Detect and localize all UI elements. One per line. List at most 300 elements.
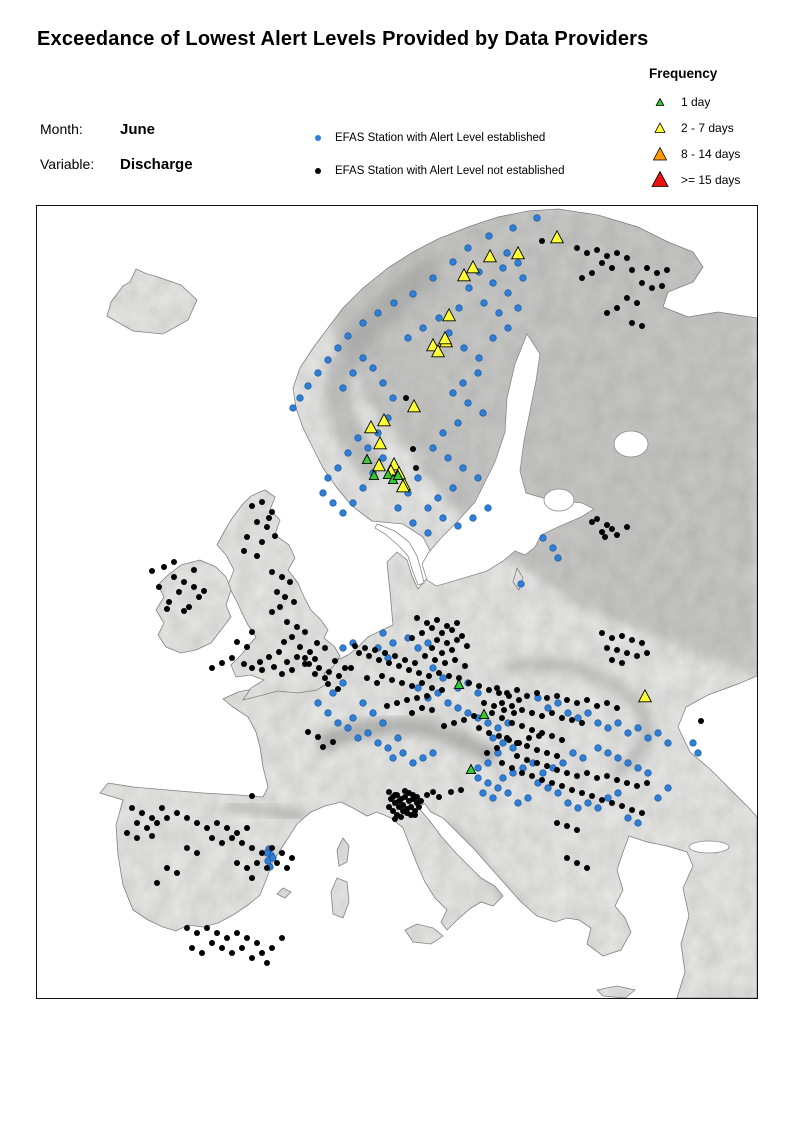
station-alert-established xyxy=(495,785,502,792)
station-alert-established xyxy=(550,545,557,552)
station-alert-established xyxy=(450,259,457,266)
station-alert-not-established xyxy=(439,630,445,636)
station-alert-not-established xyxy=(209,835,215,841)
station-alert-not-established xyxy=(564,770,570,776)
month-row xyxy=(40,121,155,138)
station-alert-established xyxy=(350,500,357,507)
station-alert-established xyxy=(415,475,422,482)
month-label: Month: xyxy=(40,121,83,137)
station-alert-not-established xyxy=(519,770,525,776)
station-alert-established xyxy=(485,505,492,512)
station-alert-not-established xyxy=(284,659,290,665)
station-alert-not-established xyxy=(451,720,457,726)
station-alert-not-established xyxy=(289,634,295,640)
station-alert-not-established xyxy=(191,567,197,573)
station-alert-established xyxy=(615,720,622,727)
blue-dot-icon xyxy=(313,133,323,143)
triangle-1day-icon xyxy=(649,94,671,110)
station-alert-established xyxy=(465,245,472,252)
station-alert-established xyxy=(575,805,582,812)
station-alert-not-established xyxy=(384,703,390,709)
station-alert-established xyxy=(461,345,468,352)
station-alert-established xyxy=(330,690,337,697)
station-alert-not-established xyxy=(176,589,182,595)
station-alert-not-established xyxy=(436,670,442,676)
station-alert-not-established xyxy=(382,650,388,656)
station-alert-not-established xyxy=(279,850,285,856)
station-alert-established xyxy=(545,785,552,792)
station-alert-not-established xyxy=(287,579,293,585)
station-alert-not-established xyxy=(386,789,392,795)
triangle-2-7days-icon xyxy=(649,120,671,136)
station-alert-not-established xyxy=(644,650,650,656)
station-alert-not-established xyxy=(389,677,395,683)
station-alert-established xyxy=(455,705,462,712)
station-alert-not-established xyxy=(439,650,445,656)
station-alert-not-established xyxy=(441,723,447,729)
station-alert-not-established xyxy=(264,524,270,530)
station-alert-not-established xyxy=(579,275,585,281)
station-alert-not-established xyxy=(539,777,545,783)
station-alert-not-established xyxy=(229,835,235,841)
station-alert-not-established xyxy=(624,650,630,656)
station-alert-established xyxy=(345,333,352,340)
station-alert-not-established xyxy=(634,783,640,789)
station-alert-not-established xyxy=(484,750,490,756)
station-alert-not-established xyxy=(392,792,398,798)
station-alert-not-established xyxy=(244,825,250,831)
station-alert-not-established xyxy=(549,710,555,716)
station-alert-established xyxy=(325,357,332,364)
station-alert-established xyxy=(390,395,397,402)
station-alert-not-established xyxy=(452,657,458,663)
station-alert-not-established xyxy=(629,267,635,273)
frequency-legend xyxy=(649,66,740,193)
station-alert-established xyxy=(480,790,487,797)
station-alert-not-established xyxy=(504,690,510,696)
legend-station-not-established-label: EFAS Station with Alert Level not established xyxy=(335,165,565,177)
station-alert-established xyxy=(380,455,387,462)
station-alert-not-established xyxy=(619,803,625,809)
station-alert-not-established xyxy=(322,675,328,681)
station-alert-established xyxy=(345,450,352,457)
station-alert-not-established xyxy=(244,644,250,650)
station-alert-not-established xyxy=(254,553,260,559)
station-alert-not-established xyxy=(244,534,250,540)
station-alert-established xyxy=(340,510,347,517)
legend-station-established xyxy=(313,132,545,144)
station-alert-established xyxy=(350,370,357,377)
station-alert-not-established xyxy=(579,790,585,796)
station-alert-established xyxy=(395,505,402,512)
station-alert-established xyxy=(430,445,437,452)
station-alert-not-established xyxy=(449,647,455,653)
station-alert-established xyxy=(420,325,427,332)
triangle-8-14days-icon xyxy=(649,146,671,163)
station-alert-established xyxy=(340,385,347,392)
station-alert-not-established xyxy=(564,697,570,703)
station-alert-not-established xyxy=(315,734,321,740)
station-alert-not-established xyxy=(446,673,452,679)
station-alert-established xyxy=(390,640,397,647)
station-alert-not-established xyxy=(529,710,535,716)
station-alert-established xyxy=(695,750,702,757)
station-alert-established xyxy=(270,855,277,862)
station-alert-not-established xyxy=(494,745,500,751)
station-alert-not-established xyxy=(161,564,167,570)
station-alert-not-established xyxy=(234,930,240,936)
station-alert-not-established xyxy=(277,604,283,610)
station-alert-not-established xyxy=(639,810,645,816)
station-alert-not-established xyxy=(386,660,392,666)
station-alert-not-established xyxy=(644,265,650,271)
station-alert-established xyxy=(635,765,642,772)
station-alert-not-established xyxy=(634,300,640,306)
station-alert-not-established xyxy=(199,950,205,956)
station-alert-not-established xyxy=(429,645,435,651)
station-alert-established xyxy=(565,710,572,717)
station-alert-not-established xyxy=(419,680,425,686)
station-alert-established xyxy=(490,280,497,287)
variable-label: Variable: xyxy=(40,156,95,172)
station-alert-not-established xyxy=(476,725,482,731)
station-alert-not-established xyxy=(214,930,220,936)
station-alert-established xyxy=(500,775,507,782)
station-alert-not-established xyxy=(609,265,615,271)
station-alert-not-established xyxy=(554,753,560,759)
station-alert-not-established xyxy=(424,792,430,798)
station-alert-established xyxy=(436,315,443,322)
station-alert-established xyxy=(445,700,452,707)
station-alert-not-established xyxy=(396,798,402,804)
station-alert-established xyxy=(415,645,422,652)
frequency-item-1day xyxy=(649,89,740,115)
station-alert-not-established xyxy=(639,640,645,646)
station-alert-established xyxy=(380,630,387,637)
station-alert-not-established xyxy=(156,584,162,590)
station-alert-not-established xyxy=(609,635,615,641)
station-alert-not-established xyxy=(396,663,402,669)
station-alert-established xyxy=(645,735,652,742)
station-alert-not-established xyxy=(559,715,565,721)
station-alert-not-established xyxy=(496,733,502,739)
station-alert-not-established xyxy=(534,760,540,766)
station-alert-not-established xyxy=(219,945,225,951)
station-alert-not-established xyxy=(386,804,392,810)
station-alert-established xyxy=(555,700,562,707)
station-alert-not-established xyxy=(394,700,400,706)
station-alert-not-established xyxy=(489,710,495,716)
station-alert-not-established xyxy=(181,608,187,614)
station-alert-not-established xyxy=(259,667,265,673)
station-alert-not-established xyxy=(294,654,300,660)
station-alert-established xyxy=(420,755,427,762)
station-alert-established xyxy=(470,515,477,522)
station-alert-established xyxy=(466,285,473,292)
station-alert-not-established xyxy=(254,860,260,866)
station-alert-not-established xyxy=(604,773,610,779)
station-alert-established xyxy=(365,730,372,737)
station-alert-not-established xyxy=(524,757,530,763)
station-alert-not-established xyxy=(196,594,202,600)
station-alert-not-established xyxy=(266,654,272,660)
station-alert-not-established xyxy=(614,777,620,783)
station-alert-not-established xyxy=(209,940,215,946)
station-alert-not-established xyxy=(509,765,515,771)
station-alert-not-established xyxy=(584,250,590,256)
station-alert-established xyxy=(560,760,567,767)
europe-map xyxy=(37,206,757,998)
station-alert-established xyxy=(465,710,472,717)
station-alert-established xyxy=(486,233,493,240)
station-alert-not-established xyxy=(399,680,405,686)
station-alert-not-established xyxy=(430,789,436,795)
station-alert-not-established xyxy=(449,627,455,633)
station-alert-not-established xyxy=(629,807,635,813)
station-alert-established xyxy=(520,275,527,282)
station-alert-established xyxy=(580,755,587,762)
station-alert-established xyxy=(425,640,432,647)
variable-value: Discharge xyxy=(120,156,193,173)
station-alert-established xyxy=(355,435,362,442)
station-alert-not-established xyxy=(429,625,435,631)
station-alert-not-established xyxy=(264,865,270,871)
station-alert-not-established xyxy=(419,630,425,636)
station-alert-not-established xyxy=(519,707,525,713)
station-alert-established xyxy=(370,365,377,372)
station-alert-not-established xyxy=(624,295,630,301)
station-alert-not-established xyxy=(234,830,240,836)
station-alert-not-established xyxy=(589,793,595,799)
station-alert-not-established xyxy=(284,619,290,625)
station-alert-established xyxy=(425,530,432,537)
station-alert-not-established xyxy=(269,945,275,951)
frequency-item-2-7days-label: 2 - 7 days xyxy=(681,121,734,135)
station-alert-not-established xyxy=(412,812,418,818)
station-alert-not-established xyxy=(274,589,280,595)
station-alert-not-established xyxy=(416,670,422,676)
station-alert-established xyxy=(450,390,457,397)
station-alert-not-established xyxy=(491,703,497,709)
station-alert-not-established xyxy=(534,747,540,753)
station-alert-established xyxy=(496,310,503,317)
station-alert-not-established xyxy=(164,815,170,821)
station-alert-not-established xyxy=(312,671,318,677)
station-alert-not-established xyxy=(514,753,520,759)
station-alert-not-established xyxy=(554,820,560,826)
station-alert-not-established xyxy=(434,617,440,623)
station-alert-not-established xyxy=(274,860,280,866)
station-alert-not-established xyxy=(584,770,590,776)
station-alert-not-established xyxy=(664,267,670,273)
station-alert-not-established xyxy=(501,707,507,713)
station-alert-not-established xyxy=(129,805,135,811)
station-alert-established xyxy=(385,745,392,752)
station-alert-not-established xyxy=(214,820,220,826)
station-alert-established xyxy=(455,420,462,427)
station-alert-not-established xyxy=(471,713,477,719)
station-alert-established xyxy=(635,725,642,732)
station-alert-not-established xyxy=(194,820,200,826)
station-alert-not-established xyxy=(364,675,370,681)
station-alert-established xyxy=(570,750,577,757)
station-alert-not-established xyxy=(362,645,368,651)
station-alert-not-established xyxy=(336,673,342,679)
station-alert-established xyxy=(340,680,347,687)
legend-station-not-established xyxy=(313,165,565,177)
station-alert-not-established xyxy=(629,637,635,643)
station-alert-not-established xyxy=(609,657,615,663)
station-alert-not-established xyxy=(434,637,440,643)
station-alert-not-established xyxy=(461,717,467,723)
station-alert-not-established xyxy=(204,825,210,831)
station-alert-not-established xyxy=(639,280,645,286)
station-alert-established xyxy=(515,305,522,312)
station-alert-not-established xyxy=(609,526,615,532)
station-alert-not-established xyxy=(269,509,275,515)
station-alert-established xyxy=(365,445,372,452)
station-alert-not-established xyxy=(539,238,545,244)
station-alert-not-established xyxy=(249,845,255,851)
sea-of-marmara xyxy=(689,841,729,853)
station-alert-not-established xyxy=(249,793,255,799)
station-alert-not-established xyxy=(239,945,245,951)
station-alert-not-established xyxy=(134,820,140,826)
station-alert-not-established xyxy=(659,283,665,289)
station-alert-established xyxy=(290,405,297,412)
station-alert-not-established xyxy=(499,715,505,721)
station-alert-not-established xyxy=(599,797,605,803)
station-alert-not-established xyxy=(416,804,422,810)
station-alert-established xyxy=(625,760,632,767)
station-alert-not-established xyxy=(326,669,332,675)
station-alert-not-established xyxy=(604,645,610,651)
station-alert-not-established xyxy=(284,865,290,871)
station-alert-not-established xyxy=(305,729,311,735)
station-alert-not-established xyxy=(589,270,595,276)
station-alert-not-established xyxy=(418,798,424,804)
station-alert-not-established xyxy=(604,700,610,706)
station-alert-not-established xyxy=(171,574,177,580)
station-alert-not-established xyxy=(584,697,590,703)
station-alert-not-established xyxy=(279,574,285,580)
station-alert-established xyxy=(440,515,447,522)
station-alert-not-established xyxy=(614,532,620,538)
station-alert-established xyxy=(360,320,367,327)
station-alert-not-established xyxy=(348,665,354,671)
station-alert-not-established xyxy=(619,633,625,639)
station-alert-not-established xyxy=(194,930,200,936)
station-alert-established xyxy=(360,700,367,707)
station-alert-not-established xyxy=(149,833,155,839)
station-alert-not-established xyxy=(486,687,492,693)
frequency-item-8-14days-label: 8 - 14 days xyxy=(681,147,741,161)
station-alert-not-established xyxy=(312,656,318,662)
station-alert-established xyxy=(505,790,512,797)
station-alert-not-established xyxy=(254,940,260,946)
station-alert-established xyxy=(615,790,622,797)
station-alert-established xyxy=(615,755,622,762)
station-alert-not-established xyxy=(259,850,265,856)
station-alert-not-established xyxy=(486,730,492,736)
legend-station-established-label: EFAS Station with Alert Level established xyxy=(335,132,546,144)
station-alert-not-established xyxy=(429,707,435,713)
station-alert-not-established xyxy=(316,665,322,671)
station-alert-established xyxy=(460,380,467,387)
station-alert-established xyxy=(565,800,572,807)
station-alert-not-established xyxy=(444,640,450,646)
station-alert-not-established xyxy=(302,629,308,635)
station-alert-not-established xyxy=(302,655,308,661)
station-alert-established xyxy=(335,720,342,727)
station-alert-established xyxy=(297,395,304,402)
station-alert-not-established xyxy=(219,840,225,846)
station-alert-not-established xyxy=(569,787,575,793)
station-alert-not-established xyxy=(314,640,320,646)
station-alert-not-established xyxy=(229,655,235,661)
station-alert-not-established xyxy=(624,255,630,261)
station-alert-established xyxy=(410,760,417,767)
station-alert-not-established xyxy=(264,960,270,966)
station-alert-not-established xyxy=(209,665,215,671)
station-alert-not-established xyxy=(442,660,448,666)
station-alert-established xyxy=(481,300,488,307)
lake-ladoga xyxy=(614,431,648,457)
station-alert-not-established xyxy=(554,767,560,773)
station-alert-not-established xyxy=(335,686,341,692)
station-alert-not-established xyxy=(458,787,464,793)
station-alert-not-established xyxy=(514,687,520,693)
station-alert-not-established xyxy=(249,665,255,671)
station-alert-not-established xyxy=(604,253,610,259)
station-alert-not-established xyxy=(320,744,326,750)
station-alert-established xyxy=(340,645,347,652)
station-alert-not-established xyxy=(402,657,408,663)
station-alert-not-established xyxy=(529,773,535,779)
station-alert-not-established xyxy=(281,639,287,645)
frequency-item-8-14days xyxy=(649,141,740,167)
station-alert-not-established xyxy=(294,624,300,630)
station-alert-not-established xyxy=(424,693,430,699)
station-alert-not-established xyxy=(439,687,445,693)
station-alert-not-established xyxy=(599,529,605,535)
station-alert-not-established xyxy=(244,865,250,871)
station-alert-established xyxy=(445,455,452,462)
station-alert-not-established xyxy=(249,503,255,509)
station-alert-not-established xyxy=(511,710,517,716)
station-alert-not-established xyxy=(604,310,610,316)
station-alert-not-established xyxy=(186,604,192,610)
station-alert-not-established xyxy=(609,800,615,806)
station-alert-established xyxy=(500,265,507,272)
station-alert-established xyxy=(415,685,422,692)
station-alert-not-established xyxy=(259,499,265,505)
station-alert-not-established xyxy=(249,955,255,961)
station-alert-established xyxy=(315,700,322,707)
station-alert-not-established xyxy=(409,710,415,716)
station-alert-not-established xyxy=(291,599,297,605)
station-alert-established xyxy=(625,730,632,737)
station-alert-established xyxy=(395,735,402,742)
station-alert-established xyxy=(585,800,592,807)
station-alert-not-established xyxy=(372,647,378,653)
station-alert-established xyxy=(390,755,397,762)
station-alert-established xyxy=(485,780,492,787)
station-alert-established xyxy=(476,355,483,362)
frequency-item-15days xyxy=(649,167,740,193)
station-alert-not-established xyxy=(174,810,180,816)
station-alert-not-established xyxy=(269,569,275,575)
